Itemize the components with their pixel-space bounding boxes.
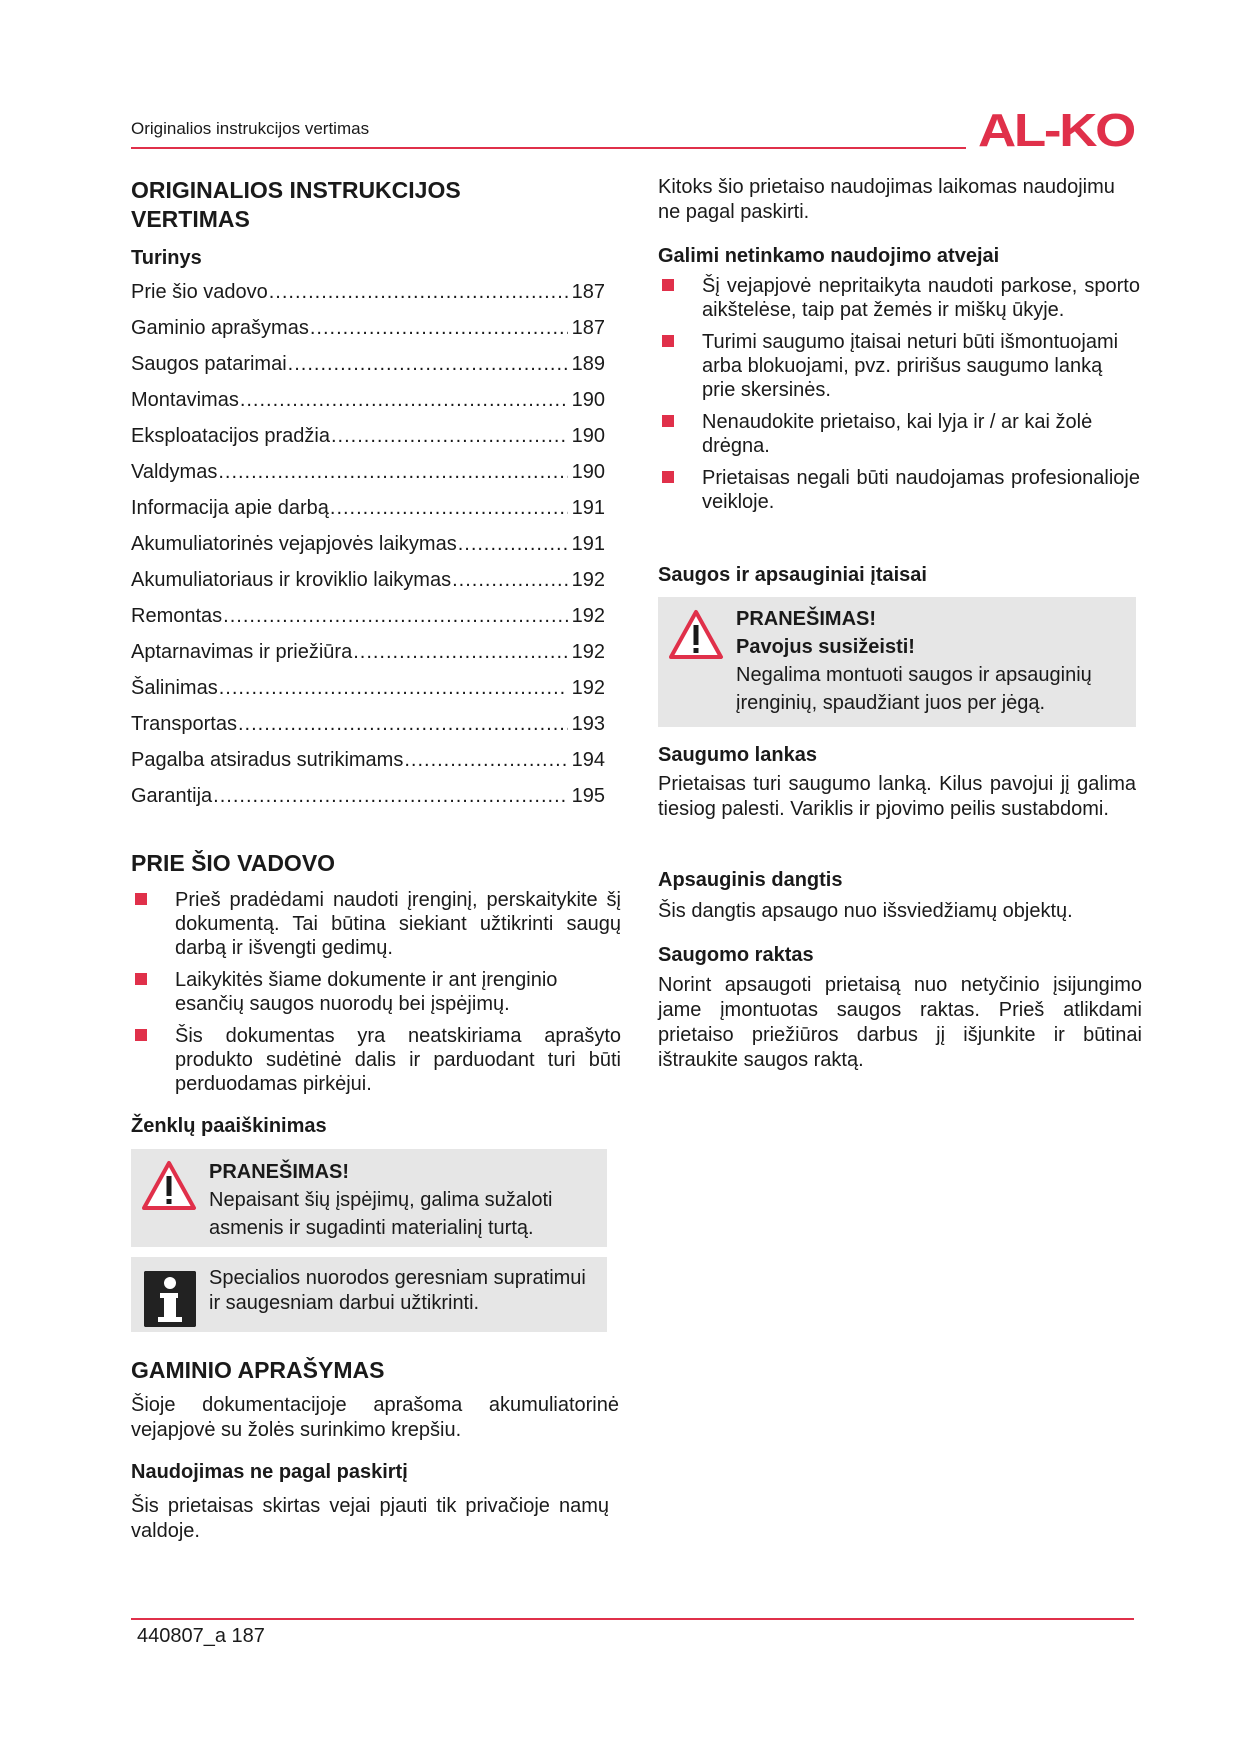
page-number: 440807_a 187 bbox=[137, 1625, 265, 1647]
product-text: Šioje dokumentacijoje aprašoma akumuliatorinė vejapjovė su žolės surinkimo krepšiu. bbox=[131, 1394, 619, 1441]
bullet-square-icon bbox=[662, 471, 674, 483]
toc-entry[interactable]: Akumuliatorinės vejapjovės laikymas ..... 191 bbox=[131, 533, 605, 569]
toc-entry[interactable]: Eksploatacijos pradžia ..... 190 bbox=[131, 425, 605, 461]
safety-arc-text: Prietaisas turi saugumo lanką. Kilus pavojui jį galima tiesiog palesti. Variklis ir pjovimo peilis sustabdomi. bbox=[658, 773, 1136, 820]
notice-title: PRANEŠIMAS! bbox=[736, 608, 877, 630]
toc-entry[interactable]: Montavimas ..... 190 bbox=[131, 389, 605, 425]
bullet-square-icon bbox=[135, 1029, 147, 1041]
toc-heading: Turinys bbox=[131, 247, 202, 269]
bullet-square-icon bbox=[662, 279, 674, 291]
notice-box bbox=[131, 1149, 607, 1247]
toc-entry[interactable]: Saugos patarimai ..... 189 bbox=[131, 353, 605, 389]
bullet-square-icon bbox=[135, 973, 147, 985]
bullet-square-icon bbox=[662, 335, 674, 347]
info-icon bbox=[144, 1271, 196, 1327]
warning-triangle-icon bbox=[141, 1160, 197, 1212]
info-text: Specialios nuorodos geresniam supratimui ir saugesniam darbui užtikrinti. bbox=[209, 1267, 586, 1314]
intended-use-text: Šis prietaisas skirtas vejai pjauti tik privačioje namų valdoje. bbox=[131, 1495, 609, 1542]
safety-arc-title: Saugumo lankas bbox=[658, 744, 817, 766]
toc-entry[interactable]: Informacija apie darbą ..... 191 bbox=[131, 497, 605, 533]
notice-text: Nepaisant šių įspėjimų, galima sužaloti asmenis ir sugadinti materialinį turtą. bbox=[209, 1189, 553, 1239]
intended-use-title: Naudojimas ne pagal paskirtį bbox=[131, 1461, 408, 1483]
warning-triangle-icon bbox=[668, 609, 724, 661]
cover-title: Apsauginis dangtis bbox=[658, 869, 843, 891]
toc-entry[interactable]: Aptarnavimas ir priežiūra ..... 192 bbox=[131, 641, 605, 677]
toc-entry[interactable]: Akumuliatoriaus ir kroviklio laikymas ..... 192 bbox=[131, 569, 605, 605]
list-item: Laikykitės šiame dokumente ir ant įrenginio esančių saugos nuorodų bei įspėjimų. bbox=[131, 968, 621, 1016]
list-item: Prieš pradėdami naudoti įrenginį, perskaitykite šį dokumentą. Tai būtina siekiant užtikrinti saugų darbą ir išvengti gedimų. bbox=[131, 888, 621, 960]
footer-rule bbox=[131, 1618, 1134, 1620]
misuse-bullets bbox=[658, 274, 1140, 522]
notice-title: PRANEŠIMAS! bbox=[209, 1161, 350, 1183]
list-item: Prietaisas negali būti naudojamas profesionalioje veikloje. bbox=[658, 466, 1140, 514]
safety-key-text: Norint apsaugoti prietaisą nuo netyčinio įsijungimo jame įmontuotas saugos raktas. Prieš atlikdami prietaiso priežiūros darbus jį išjunkite ir būtinai ištraukite saugos raktą. bbox=[658, 974, 1142, 1071]
running-header: Originalios instrukcijos vertimas bbox=[131, 119, 370, 138]
table-of-contents bbox=[131, 281, 605, 821]
about-bullets bbox=[131, 888, 621, 1104]
intro-text: Kitoks šio prietaiso naudojimas laikomas naudojimu ne pagal paskirti. bbox=[658, 176, 1115, 223]
header-rule bbox=[131, 147, 966, 149]
toc-entry[interactable]: Pagalba atsiradus sutrikimams ..... 194 bbox=[131, 749, 605, 785]
list-item: Šis dokumentas yra neatskiriama aprašyto produkto sudėtinė dalis ir parduodant turi būti perduodamas pirkėjui. bbox=[131, 1024, 621, 1096]
toc-entry[interactable]: Garantija ..... 195 bbox=[131, 785, 605, 821]
notice-subtitle: Pavojus susižeisti! bbox=[736, 636, 915, 658]
product-title: GAMINIO APRAŠYMAS bbox=[131, 1357, 385, 1383]
toc-entry[interactable]: Transportas ..... 193 bbox=[131, 713, 605, 749]
list-item: Turimi saugumo įtaisai neturi būti išmontuojami arba blokuojami, pvz. pririšus saugumo lanką prie skersinės. bbox=[658, 330, 1140, 402]
notice-text: Negalima montuoti saugos ir apsauginių įrenginių, spaudžiant juos per jėgą. bbox=[736, 664, 1092, 714]
safety-key-title: Saugomo raktas bbox=[658, 944, 814, 966]
toc-entry[interactable]: Remontas ..... 192 bbox=[131, 605, 605, 641]
toc-entry[interactable]: Valdymas ..... 190 bbox=[131, 461, 605, 497]
main-title-line2: VERTIMAS bbox=[131, 206, 250, 232]
safety-devices-title: Saugos ir apsauginiai įtaisai bbox=[658, 564, 927, 586]
bullet-square-icon bbox=[662, 415, 674, 427]
logo-text: AL-KO bbox=[978, 104, 1135, 152]
info-box bbox=[131, 1257, 607, 1332]
bullet-square-icon bbox=[135, 893, 147, 905]
symbols-title: Ženklų paaiškinimas bbox=[131, 1115, 327, 1137]
about-title: PRIE ŠIO VADOVO bbox=[131, 850, 336, 876]
toc-entry[interactable]: Šalinimas ..... 192 bbox=[131, 677, 605, 713]
list-item: Šį vejapjovė nepritaikyta naudoti parkose, sporto aikštelėse, taip pat žemės ir miškų ūkyje. bbox=[658, 274, 1140, 322]
toc-entry[interactable]: Gaminio aprašymas ..... 187 bbox=[131, 317, 605, 353]
alko-logo bbox=[976, 104, 1136, 152]
list-item: Nenaudokite prietaiso, kai lyja ir / ar kai žolė drėgna. bbox=[658, 410, 1140, 458]
toc-entry[interactable]: Prie šio vadovo ..... 187 bbox=[131, 281, 605, 317]
misuse-title: Galimi netinkamo naudojimo atvejai bbox=[658, 245, 1000, 267]
cover-text: Šis dangtis apsaugo nuo išsviedžiamų objektų. bbox=[658, 900, 1073, 922]
notice-box bbox=[658, 597, 1136, 727]
main-title-line1: ORIGINALIOS INSTRUKCIJOS bbox=[131, 177, 461, 203]
